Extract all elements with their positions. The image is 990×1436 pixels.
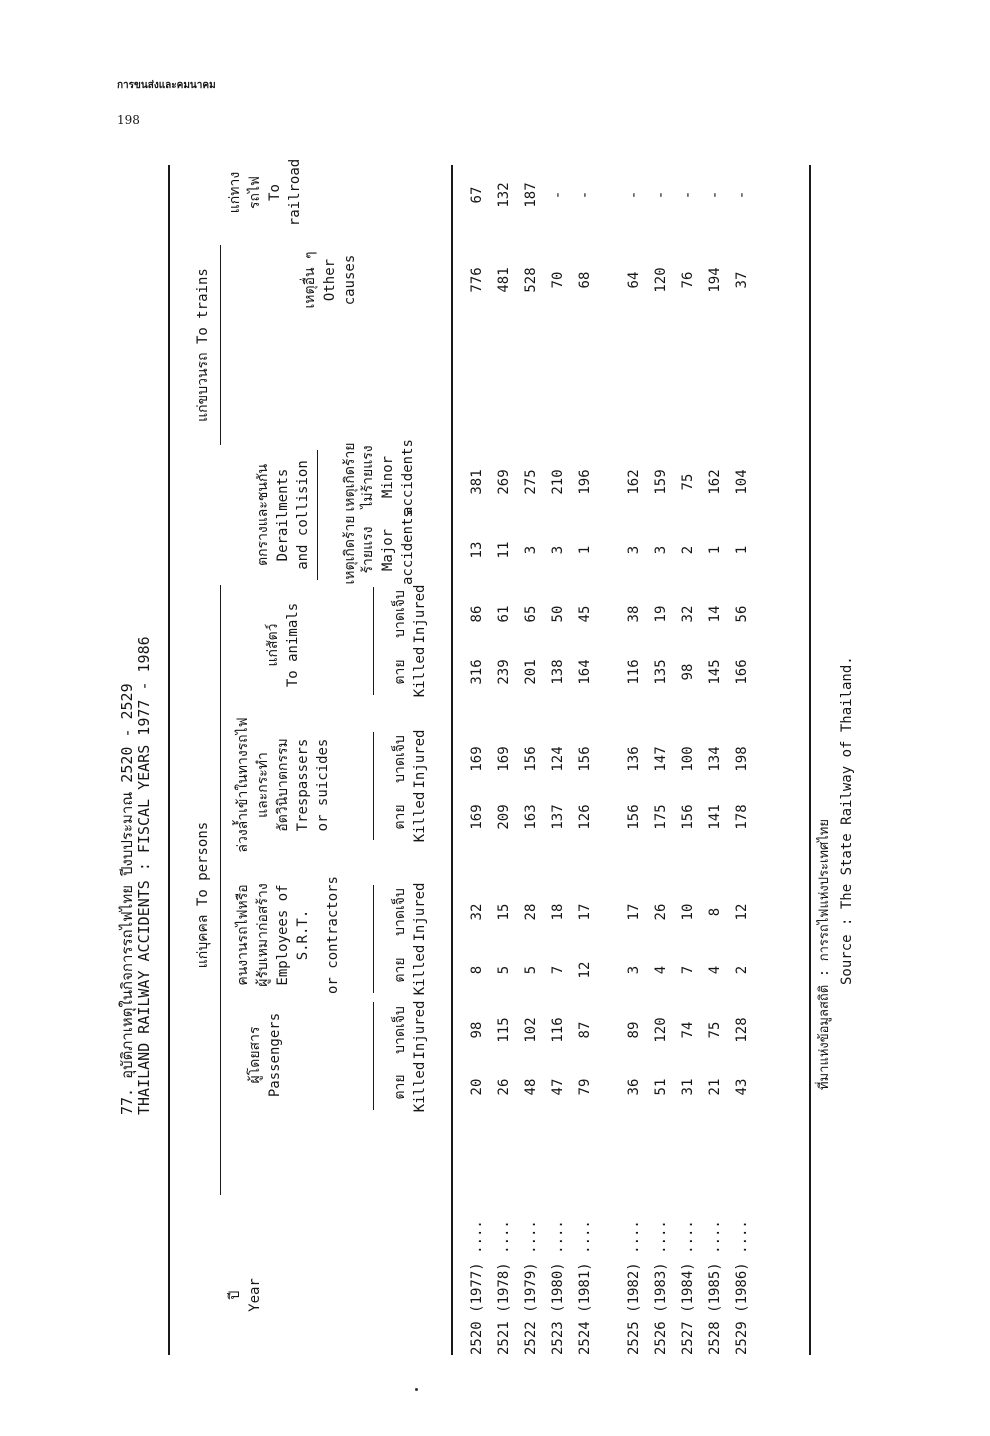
table-cell: 481 — [496, 267, 512, 293]
table-cell: 86 — [469, 605, 485, 623]
table-cell: 1 — [707, 545, 723, 555]
table-cell: 26 — [496, 1078, 512, 1096]
table-cell: 239 — [496, 659, 512, 685]
rule-trains — [220, 245, 221, 445]
table-cell: 1 — [577, 545, 593, 555]
table-cell: 164 — [577, 659, 593, 685]
table-cell: 28 — [523, 903, 539, 921]
employees-header-en2: S.R.T. — [295, 909, 311, 961]
killed-subheader-en: Killed — [412, 1061, 428, 1113]
table-cell: 104 — [734, 469, 750, 495]
table-cell: 156 — [626, 804, 642, 830]
injured-subheader-th: บาดเจ็บ — [392, 1006, 408, 1054]
table-cell: 5 — [496, 965, 512, 975]
table-cell: 381 — [469, 469, 485, 495]
other-header-en2: causes — [342, 254, 358, 306]
year-cell: 2527 (1984) .... — [680, 1220, 696, 1355]
minor-header-en2: accidents — [400, 439, 416, 515]
table-cell: 196 — [577, 469, 593, 495]
rule-animals — [373, 587, 374, 695]
injured-subheader-th: บาดเจ็บ — [392, 735, 408, 783]
table-cell: 79 — [577, 1078, 593, 1096]
table-cell: 166 — [734, 659, 750, 685]
table-cell: 156 — [523, 746, 539, 772]
year-cell: 2529 (1986) .... — [734, 1220, 750, 1355]
table-cell: 10 — [680, 903, 696, 921]
table-cell: 136 — [626, 746, 642, 772]
table-cell: 156 — [577, 746, 593, 772]
table-cell: 124 — [550, 746, 566, 772]
table-cell: 316 — [469, 659, 485, 685]
table-cell: 138 — [550, 659, 566, 685]
injured-subheader-en: Injured — [412, 1000, 428, 1060]
table-cell: 32 — [469, 903, 485, 921]
table-cell: 135 — [653, 659, 669, 685]
railroad-header-en2: railroad — [287, 158, 303, 227]
table-cell: 100 — [680, 746, 696, 772]
other-header-en1: Other — [322, 258, 338, 302]
table-cell: 19 — [653, 605, 669, 623]
passengers-header-th: ผู้โดยสาร — [247, 1026, 263, 1084]
stray-dot — [415, 1388, 418, 1391]
year-cell: 2526 (1983) .... — [653, 1220, 669, 1355]
table-cell: 64 — [626, 271, 642, 289]
table-cell: 75 — [707, 1021, 723, 1039]
table-cell: 32 — [680, 605, 696, 623]
table-cell: 120 — [653, 267, 669, 293]
table-title-en: THAILAND RAILWAY ACCIDENTS : FISCAL YEARS 1977 - 1986 — [135, 636, 153, 1115]
year-cell: 2522 (1979) .... — [523, 1220, 539, 1355]
table-cell: 38 — [626, 605, 642, 623]
railroad-header-th2: รถไฟ — [247, 176, 263, 209]
table-cell: - — [626, 190, 642, 200]
table-cell: - — [550, 190, 566, 200]
table-cell: 4 — [653, 965, 669, 975]
table-cell: 11 — [496, 541, 512, 559]
year-cell: 2528 (1985) .... — [707, 1220, 723, 1355]
table-cell: 5 — [523, 965, 539, 975]
killed-subheader-en: Killed — [412, 944, 428, 996]
minor-header-en1: Minor — [380, 455, 396, 499]
table-title-th: 77. อุบัติภาเหตุในกิจการรถไฟไทย ปีงบประมาณ 2520 - 2529 — [118, 683, 136, 1115]
table-cell: 137 — [550, 804, 566, 830]
table-cell: - — [734, 190, 750, 200]
injured-subheader-th: บาดเจ็บ — [392, 590, 408, 638]
table-cell: 776 — [469, 267, 485, 293]
table-cell: 7 — [680, 965, 696, 975]
table-cell: 13 — [469, 541, 485, 559]
table-cell: 48 — [523, 1078, 539, 1096]
table-cell: 116 — [550, 1017, 566, 1043]
rotated-table-page — [115, 55, 875, 1355]
table-cell: 14 — [707, 605, 723, 623]
table-cell: 134 — [707, 746, 723, 772]
year-cell: 2524 (1981) .... — [577, 1220, 593, 1355]
injured-subheader-en: Injured — [412, 882, 428, 942]
table-cell: 1 — [734, 545, 750, 555]
table-cell: 162 — [626, 469, 642, 495]
table-cell: 198 — [734, 746, 750, 772]
rule-derail — [317, 450, 318, 580]
rule-top — [168, 165, 170, 1355]
table-cell: - — [653, 190, 669, 200]
railroad-header-en1: To — [267, 184, 283, 201]
table-cell: 51 — [653, 1078, 669, 1096]
table-cell: 3 — [653, 545, 669, 555]
table-cell: 2 — [680, 545, 696, 555]
table-cell: 115 — [496, 1017, 512, 1043]
table-cell: 528 — [523, 267, 539, 293]
trespass-header-th2: และกระทำ — [255, 752, 271, 818]
table-cell: - — [680, 190, 696, 200]
table-cell: 120 — [653, 1017, 669, 1043]
table-cell: - — [577, 190, 593, 200]
table-cell: 67 — [469, 186, 485, 204]
page-number: 198 — [117, 113, 140, 127]
rule-employees — [373, 885, 374, 993]
table-cell: 8 — [707, 907, 723, 917]
table-cell: 145 — [707, 659, 723, 685]
employees-header-th2: ผู้รับเหมาก่อสร้าง — [255, 883, 271, 987]
section-header: การขนส่งและคมนาคม — [117, 80, 216, 91]
minor-header-th2: ไม่ร้ายแรง — [360, 445, 376, 509]
table-cell: 8 — [469, 965, 485, 975]
rule-persons — [220, 585, 221, 1195]
table-cell: 26 — [653, 903, 669, 921]
table-cell: 61 — [496, 605, 512, 623]
table-cell: 126 — [577, 804, 593, 830]
table-cell: 116 — [626, 659, 642, 685]
table-cell: 70 — [550, 271, 566, 289]
table-cell: 47 — [550, 1078, 566, 1096]
trespass-header-en2: or suicides — [315, 738, 331, 832]
trespass-header-en1: Trespassers — [295, 738, 311, 832]
table-cell: 132 — [496, 182, 512, 208]
major-header-en1: Major — [380, 528, 396, 572]
table-cell: 75 — [680, 473, 696, 491]
table-cell: 194 — [707, 267, 723, 293]
table-cell: 74 — [680, 1021, 696, 1039]
table-cell: 128 — [734, 1017, 750, 1043]
table-cell: 210 — [550, 469, 566, 495]
killed-subheader-th: ตาย — [392, 1074, 408, 1100]
table-cell: 68 — [577, 271, 593, 289]
source-th: ที่มาแห่งข้อมูลสถิติ : การรถไฟแห่งประเทศไทย — [817, 819, 832, 1090]
passengers-header-en: Passengers — [267, 1012, 283, 1098]
killed-subheader-en: Killed — [412, 646, 428, 698]
table-cell: 31 — [680, 1078, 696, 1096]
year-cell: 2525 (1982) .... — [626, 1220, 642, 1355]
year-header-th: ปี — [227, 1290, 243, 1300]
table-cell: 89 — [626, 1021, 642, 1039]
rule-trespass — [373, 732, 374, 840]
killed-subheader-th: ตาย — [392, 659, 408, 685]
table-cell: 3 — [523, 545, 539, 555]
killed-subheader-en: Killed — [412, 791, 428, 843]
rule-table-bottom — [809, 165, 811, 1355]
table-cell: 98 — [680, 663, 696, 681]
table-cell: 175 — [653, 804, 669, 830]
table-cell: 159 — [653, 469, 669, 495]
table-cell: 45 — [577, 605, 593, 623]
table-cell: 209 — [496, 804, 512, 830]
source-en: Source : The State Railway of Thailand. — [839, 656, 855, 985]
derail-header-en1: Derailments — [275, 468, 291, 562]
employees-header-en1: Employees of — [275, 884, 291, 986]
year-cell: 2523 (1980) .... — [550, 1220, 566, 1355]
table-cell: 21 — [707, 1078, 723, 1096]
table-cell: 102 — [523, 1017, 539, 1043]
derail-header-th: ตกรางและชนกัน — [255, 463, 271, 567]
injured-subheader-en: Injured — [412, 729, 428, 789]
table-cell: 7 — [550, 965, 566, 975]
injured-subheader-en: Injured — [412, 584, 428, 644]
injured-subheader-th: บาดเจ็บ — [392, 888, 408, 936]
table-cell: - — [707, 190, 723, 200]
major-header-th1: เหตุเกิดร้าย — [342, 515, 358, 585]
table-cell: 15 — [496, 903, 512, 921]
employees-header-en3: or contractors — [325, 876, 341, 995]
employees-header-th1: คนงานรถไฟหรือ — [235, 884, 251, 986]
table-cell: 147 — [653, 746, 669, 772]
other-header-th: เหตุอื่น ๆ — [302, 251, 318, 309]
table-cell: 3 — [626, 545, 642, 555]
table-cell: 2 — [734, 965, 750, 975]
animals-header-th: แก่สัตว์ — [265, 623, 281, 667]
table-cell: 156 — [680, 804, 696, 830]
table-cell: 65 — [523, 605, 539, 623]
table-cell: 37 — [734, 271, 750, 289]
year-cell: 2520 (1977) .... — [469, 1220, 485, 1355]
table-cell: 4 — [707, 965, 723, 975]
table-cell: 178 — [734, 804, 750, 830]
table-cell: 17 — [626, 903, 642, 921]
table-cell: 98 — [469, 1021, 485, 1039]
year-header-en: Year — [247, 1278, 263, 1312]
animals-header-en: To animals — [285, 602, 301, 688]
table-cell: 50 — [550, 605, 566, 623]
killed-subheader-th: ตาย — [392, 804, 408, 830]
trespass-header-th3: อัตวินิบาตกรรม — [275, 738, 291, 832]
rule-header-bottom — [451, 165, 453, 1355]
year-cell: 2521 (1978) .... — [496, 1220, 512, 1355]
major-header-th2: ร้ายแรง — [360, 526, 376, 574]
table-cell: 20 — [469, 1078, 485, 1096]
killed-subheader-th: ตาย — [392, 957, 408, 983]
table-cell: 12 — [734, 903, 750, 921]
to-persons-header: แก่บุคคล To persons — [195, 821, 211, 969]
table-cell: 201 — [523, 659, 539, 685]
major-header-en2: accidents — [400, 509, 416, 585]
table-cell: 163 — [523, 804, 539, 830]
table-cell: 162 — [707, 469, 723, 495]
table-cell: 12 — [577, 961, 593, 979]
table-cell: 269 — [496, 469, 512, 495]
minor-header-th1: เหตุเกิดร้าย — [342, 442, 358, 512]
rule-passengers — [373, 1002, 374, 1110]
table-cell: 3 — [626, 965, 642, 975]
table-cell: 3 — [550, 545, 566, 555]
table-cell: 169 — [469, 804, 485, 830]
table-cell: 56 — [734, 605, 750, 623]
table-cell: 87 — [577, 1021, 593, 1039]
railroad-header-th1: แก่ทาง — [227, 171, 243, 214]
table-cell: 141 — [707, 804, 723, 830]
table-cell: 169 — [469, 746, 485, 772]
trespass-header-th1: ล่วงล้ำเข้าในทางรถไฟ — [235, 717, 251, 853]
table-cell: 18 — [550, 903, 566, 921]
derail-header-en2: and collision — [295, 460, 311, 570]
table-cell: 76 — [680, 271, 696, 289]
table-cell: 43 — [734, 1078, 750, 1096]
table-cell: 187 — [523, 182, 539, 208]
table-cell: 17 — [577, 903, 593, 921]
table-cell: 275 — [523, 469, 539, 495]
to-trains-header: แก่ขบวนรถ To trains — [195, 268, 211, 422]
table-cell: 36 — [626, 1078, 642, 1096]
table-cell: 169 — [496, 746, 512, 772]
